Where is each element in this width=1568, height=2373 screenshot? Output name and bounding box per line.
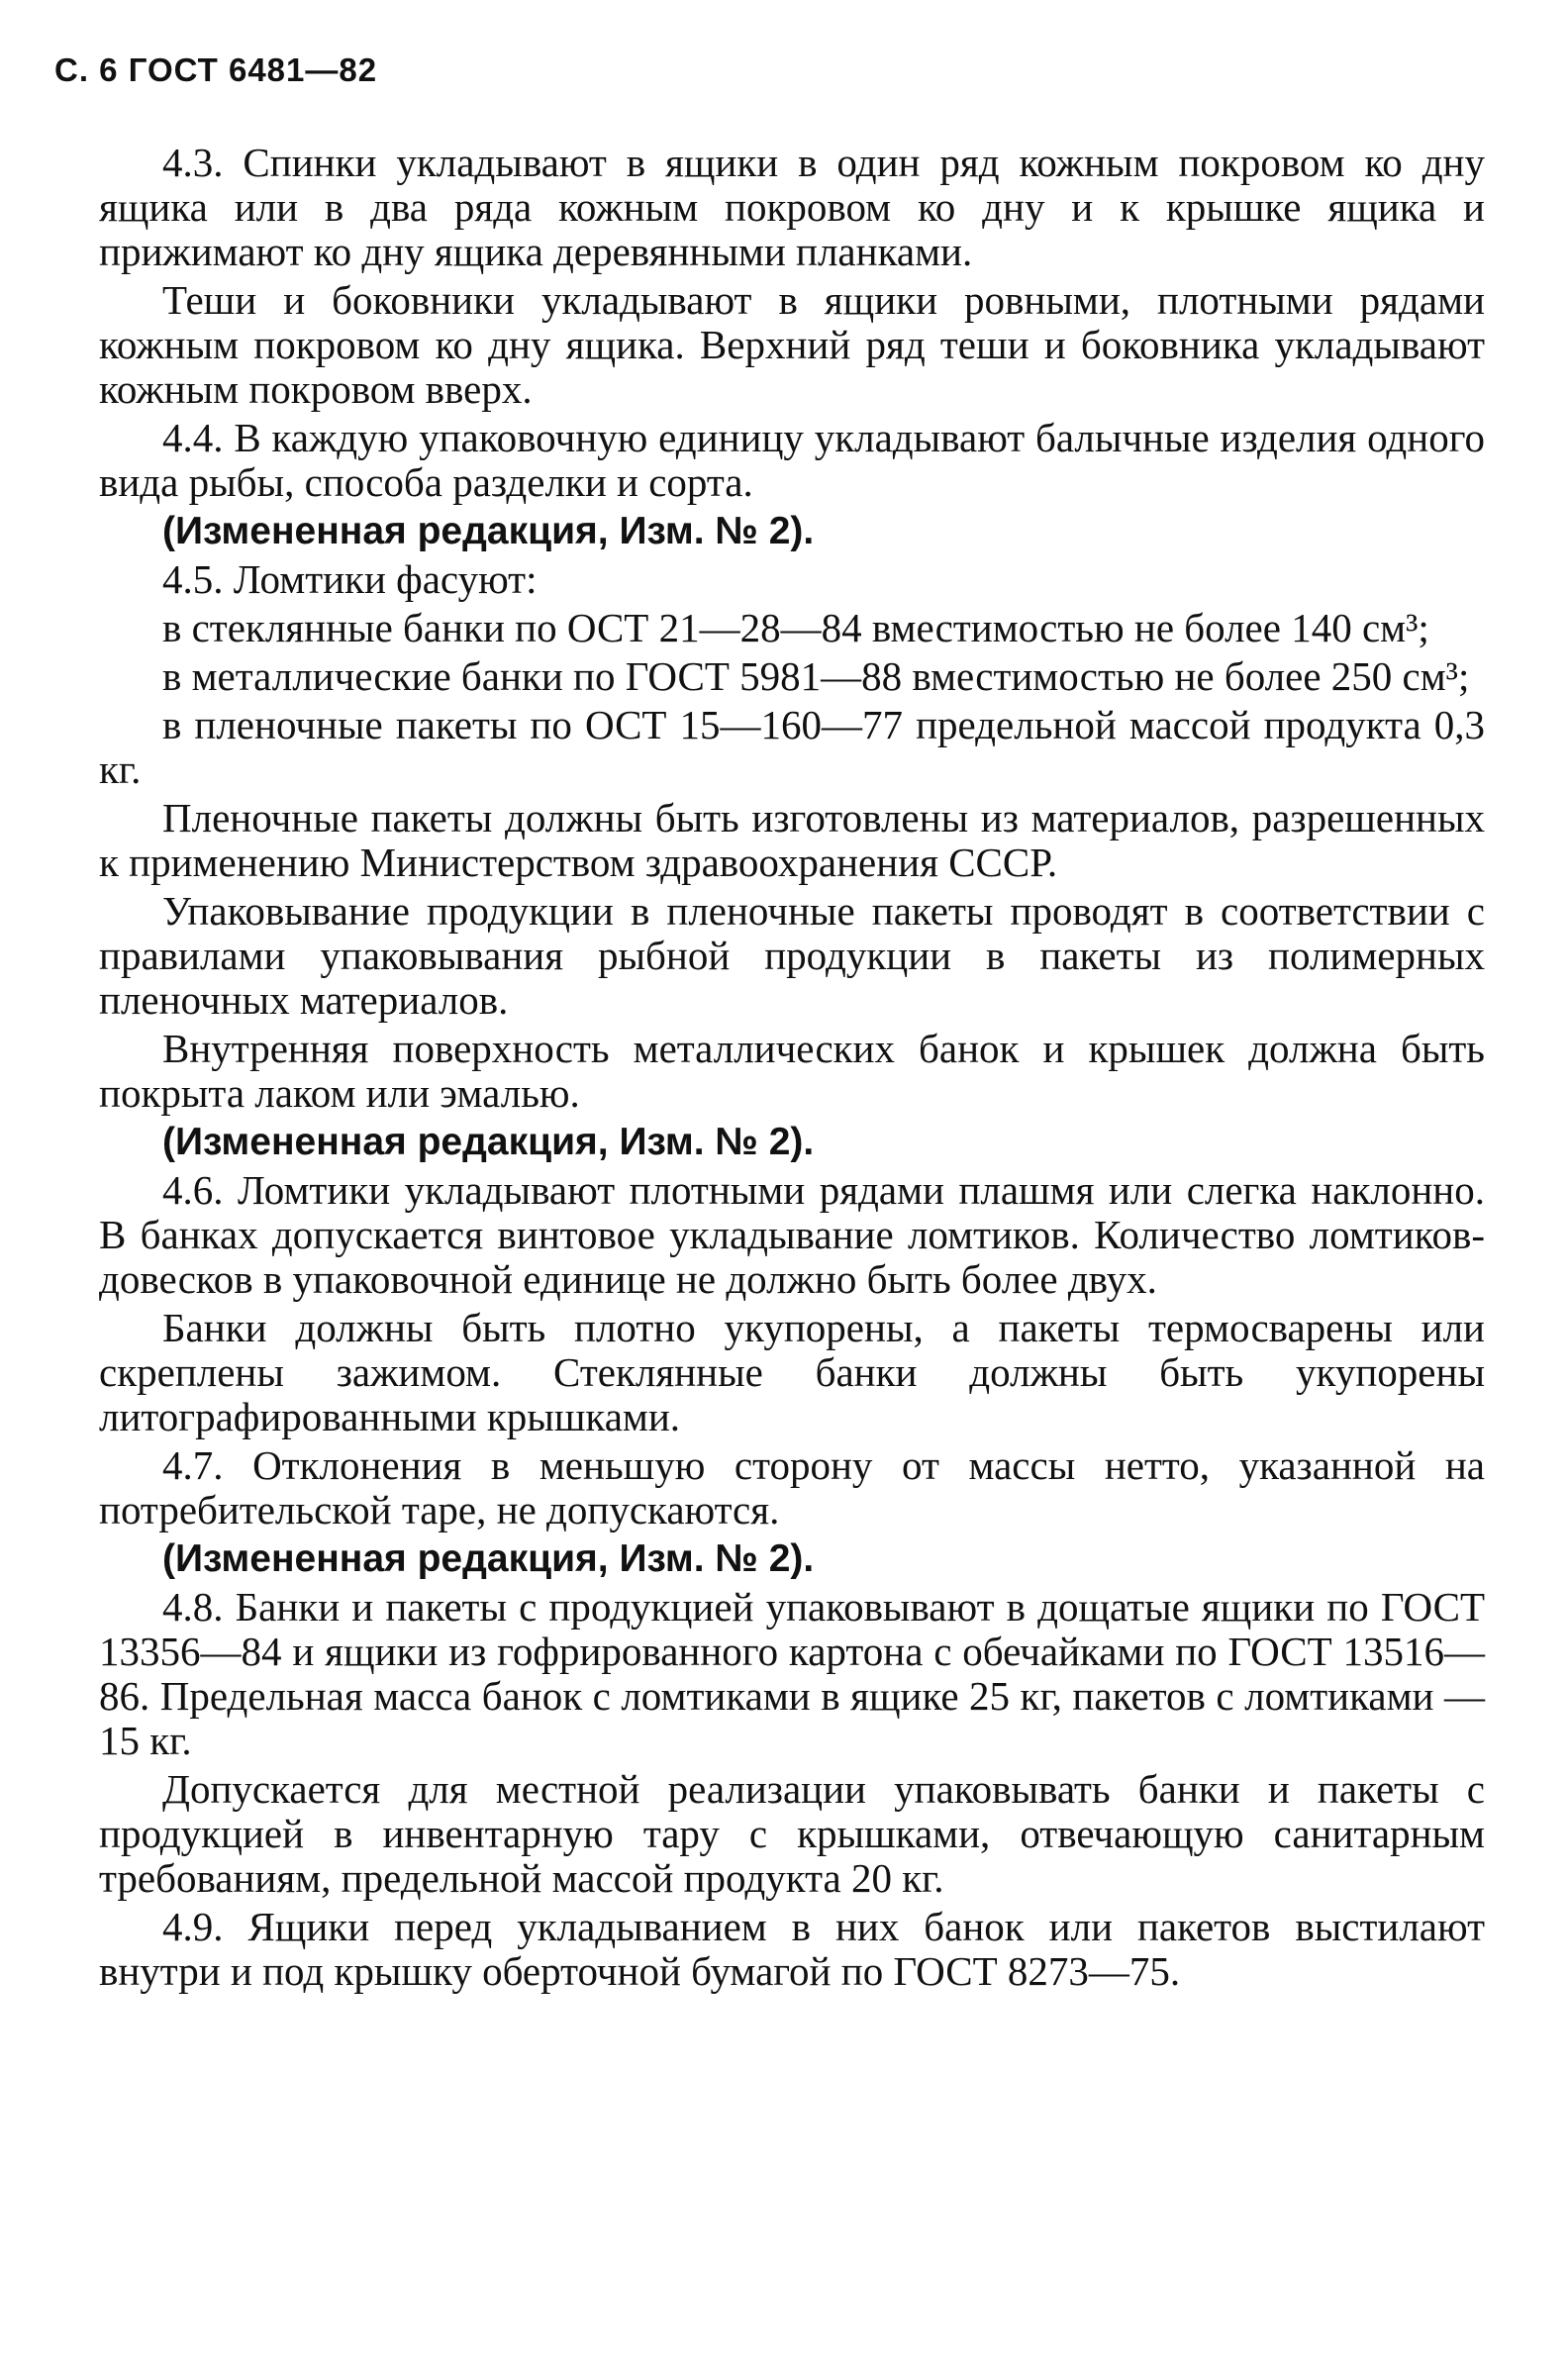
running-head: С. 6 ГОСТ 6481—82 [54, 51, 378, 88]
amendment-note: (Измененная редакция, Изм. № 2). [162, 1121, 815, 1163]
paragraph-local-sale: Допускается для местной реализации упаковывать банки и пакеты с продукцией в инвентарную тару с крышками, отвечающую санитарным требованиям, предельной массой продукта 20 кг. [99, 1766, 1485, 1901]
paragraph-4-8: 4.8. Банки и пакеты с продукцией упаковывают в дощатые ящики по ГОСТ 13356—84 и ящики из гофрированного картона с обечайками по ГОСТ 13516—86. Предельная масса банок с ломтиками в ящике 25 кг, пакетов с ломтиками — 15 кг. [99, 1584, 1485, 1763]
paragraph-teshi: Теши и боковники укладывают в ящики ровными, плотными рядами кожным покровом ко дну ящика. Верхний ряд теши и боковника укладывают кожным покровом вверх. [99, 277, 1485, 412]
paragraph-4-6: 4.6. Ломтики укладывают плотными рядами плашмя или слегка наклонно. В банках допускается винтовое укладывание ломтиков. Количество ломтиков-довесков в упаковочной единице не должно быть более двух. [99, 1167, 1485, 1302]
paragraph-film-materials: Пленочные пакеты должны быть изготовлены из материалов, разрешенных к применению Министерством здравоохранения СССР. [99, 795, 1485, 885]
list-item-glass-jars: в стеклянные банки по ОСТ 21—28—84 вместимостью не более 140 см³; [162, 605, 1429, 650]
paragraph-packaging-rules: Упаковывание продукции в пленочные пакеты проводят в соответствии с правилами упаковывания рыбной продукции в пакеты из полимерных пленочных материалов. [99, 888, 1485, 1023]
list-item-film-bags: в пленочные пакеты по ОСТ 15—160—77 предельной массой продукта 0,3 кг. [99, 702, 1485, 792]
list-item-metal-cans: в металлические банки по ГОСТ 5981—88 вместимостью не более 250 см³; [162, 653, 1470, 699]
paragraph-4-9: 4.9. Ящики перед укладыванием в них банок или пакетов выстилают внутри и под крышку оберточной бумагой по ГОСТ 8273—75. [99, 1904, 1485, 1994]
paragraph-4-7: 4.7. Отклонения в меньшую сторону от массы нетто, указанной на потребительской таре, не допускаются. [99, 1442, 1485, 1533]
amendment-note: (Измененная редакция, Изм. № 2). [162, 510, 815, 552]
paragraph-4-5: 4.5. Ломтики фасуют: [162, 556, 538, 602]
paragraph-4-4: 4.4. В каждую упаковочную единицу укладывают балычные изделия одного вида рыбы, способа разделки и сорта. [99, 415, 1485, 505]
paragraph-4-3: 4.3. Спинки укладывают в ящики в один ряд кожным покровом ко дну ящика или в два ряда кожным покровом ко дну и к крышке ящика и прижимают ко дну ящика деревянными планками. [99, 140, 1485, 274]
paragraph-sealing: Банки должны быть плотно укупорены, а пакеты термосварены или скреплены зажимом. Стеклянные банки должны быть укупорены литографированными крышками. [99, 1305, 1485, 1439]
document-body [99, 141, 1485, 1998]
amendment-note: (Измененная редакция, Изм. № 2). [162, 1537, 815, 1580]
paragraph-can-coating: Внутренняя поверхность металлических банок и крышек должна быть покрыта лаком или эмалью. [99, 1026, 1485, 1116]
